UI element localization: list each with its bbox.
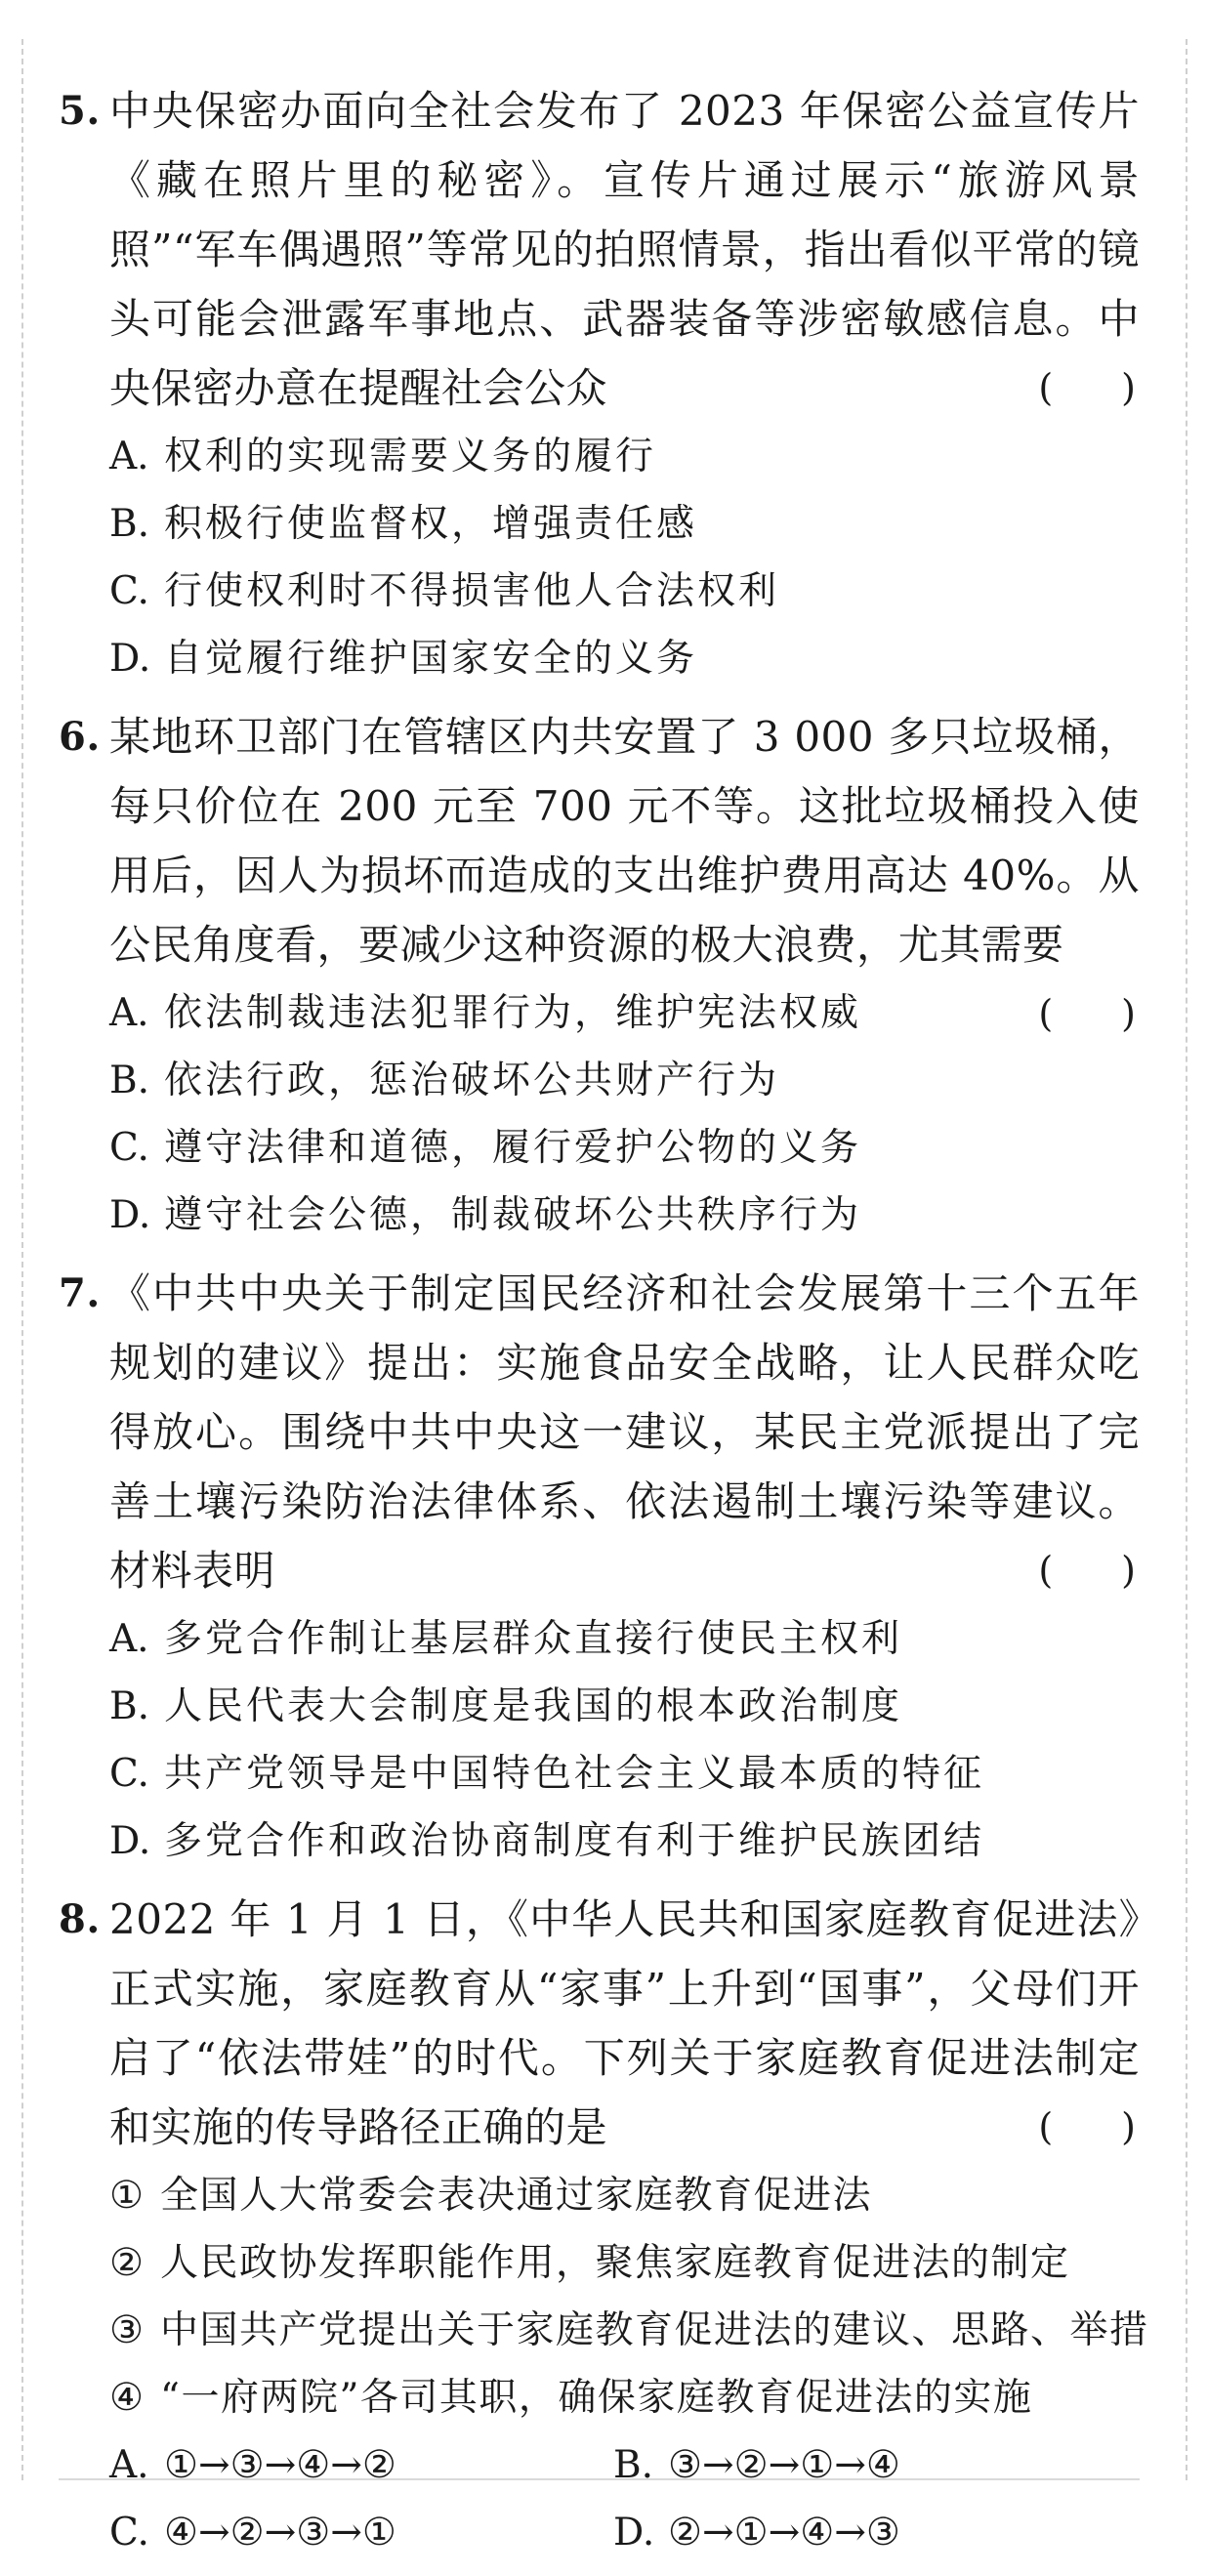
option-d[interactable] bbox=[109, 1807, 1140, 1875]
question-7 bbox=[59, 1259, 1140, 1875]
option-c[interactable] bbox=[109, 1114, 1140, 1182]
options-row bbox=[109, 2499, 1140, 2566]
option-letter: B. bbox=[109, 1684, 150, 1728]
option-text: 人民代表大会制度是我国的根本政治制度 bbox=[164, 1684, 903, 1728]
question-text: 某地环卫部门在管辖区内共安置了 3 000 多只垃圾桶，每只价位在 200 元至 700 元不等。这批垃圾桶投入使用后，因人为损坏而造成的支出维护费用高达 40%。从公民角度看，要减少这种资源的极大浪费，尤其需要 bbox=[109, 713, 1140, 969]
option-letter: D. bbox=[109, 1193, 151, 1237]
question-number: 6. bbox=[59, 714, 101, 760]
option-c[interactable] bbox=[109, 558, 1140, 625]
question-stem bbox=[59, 76, 1140, 423]
option-b[interactable] bbox=[613, 2431, 1117, 2499]
answer-blank[interactable]: ( ) bbox=[1038, 992, 1136, 1035]
statement-1 bbox=[109, 2162, 1140, 2229]
options-grid bbox=[59, 2431, 1140, 2566]
options-list bbox=[59, 1605, 1140, 1875]
option-a[interactable] bbox=[109, 979, 1140, 1047]
question-text: 中央保密办面向全社会发布了 2023 年保密公益宣传片《藏在照片里的秘密》。宣传片通过展示“旅游风景照”“军车偶遇照”等常见的拍照情景，指出看似平常的镜头可能会泄露军事地点、武器装备等涉密敏感信息。中央保密办意在提醒社会公众 bbox=[109, 87, 1140, 412]
option-c[interactable] bbox=[109, 1740, 1140, 1807]
option-letter: A. bbox=[109, 2443, 149, 2487]
question-number: 7. bbox=[59, 1270, 101, 1316]
option-letter: A. bbox=[109, 1617, 149, 1661]
option-letter: A. bbox=[109, 435, 149, 478]
question-text: 《中共中央关于制定国民经济和社会发展第十三个五年规划的建议》提出：实施食品安全战略，让人民群众吃得放心。围绕中共中央这一建议，某民主党派提出了完善土壤污染防治法律体系、依法遏制土壤污染等建议。材料表明 bbox=[109, 1269, 1140, 1595]
option-text: 遵守法律和道德，履行爱护公物的义务 bbox=[164, 1126, 862, 1170]
option-letter: A. bbox=[109, 991, 149, 1035]
statement-mark: ④ bbox=[109, 2376, 144, 2420]
question-list bbox=[59, 76, 1149, 2576]
option-text: 积极行使监督权，增强责任感 bbox=[164, 502, 698, 546]
option-text: 多党合作制让基层群众直接行使民主权利 bbox=[164, 1617, 903, 1661]
statement-text: 中国共产党提出关于家庭教育促进法的建议、思路、举措 bbox=[160, 2308, 1149, 2352]
left-margin-line bbox=[21, 39, 23, 2480]
statement-mark: ① bbox=[109, 2174, 144, 2218]
statement-3 bbox=[109, 2297, 1149, 2364]
option-letter: C. bbox=[109, 2511, 149, 2555]
option-letter: C. bbox=[109, 569, 149, 613]
statement-2 bbox=[109, 2229, 1140, 2297]
option-letter: D. bbox=[613, 2511, 655, 2555]
option-text: ②→①→④→③ bbox=[668, 2511, 900, 2555]
question-5 bbox=[59, 76, 1140, 692]
option-letter: C. bbox=[109, 1752, 149, 1796]
option-text: ①→③→④→② bbox=[164, 2443, 396, 2487]
question-number: 8. bbox=[59, 1896, 101, 1942]
options-list bbox=[59, 423, 1140, 692]
bottom-divider bbox=[59, 2478, 1140, 2480]
question-stem bbox=[59, 1259, 1140, 1605]
statement-text: 人民政协发挥职能作用，聚焦家庭教育促进法的制定 bbox=[160, 2241, 1070, 2285]
option-letter: C. bbox=[109, 1126, 149, 1170]
option-letter: D. bbox=[109, 1819, 151, 1863]
option-a[interactable] bbox=[109, 1605, 1140, 1673]
option-text: 遵守社会公德，制裁破坏公共秩序行为 bbox=[164, 1193, 862, 1237]
statement-mark: ② bbox=[109, 2241, 144, 2285]
statement-mark: ③ bbox=[109, 2308, 144, 2352]
option-c[interactable] bbox=[109, 2499, 613, 2566]
option-b[interactable] bbox=[109, 1047, 1140, 1114]
right-margin-line bbox=[1186, 39, 1187, 2480]
option-letter: D. bbox=[109, 637, 151, 681]
option-d[interactable] bbox=[613, 2499, 1117, 2566]
option-text: 权利的实现需要义务的履行 bbox=[164, 435, 657, 478]
option-text: 依法行政，惩治破坏公共财产行为 bbox=[164, 1059, 780, 1102]
option-letter: B. bbox=[109, 502, 150, 546]
option-text: 行使权利时不得损害他人合法权利 bbox=[164, 569, 780, 613]
question-8 bbox=[59, 1885, 1149, 2566]
option-letter: B. bbox=[109, 1059, 150, 1102]
option-b[interactable] bbox=[109, 490, 1140, 558]
option-text: ④→②→③→① bbox=[164, 2511, 396, 2555]
question-stem bbox=[59, 1885, 1140, 2162]
question-text: 2022 年 1 月 1 日，《中华人民共和国家庭教育促进法》正式实施，家庭教育从“家事”上升到“国事”，父母们开启了“依法带娃”的时代。下列关于家庭教育促进法制定和实施的传导路径正确的是 bbox=[109, 1895, 1140, 2151]
options-list bbox=[59, 979, 1140, 1249]
statement-list bbox=[59, 2162, 1149, 2431]
option-text: ③→②→①→④ bbox=[668, 2443, 900, 2487]
option-text: 自觉履行维护国家安全的义务 bbox=[164, 637, 698, 681]
option-text: 多党合作和政治协商制度有利于维护民族团结 bbox=[164, 1819, 985, 1863]
question-number: 5. bbox=[59, 88, 101, 134]
answer-blank[interactable]: ( ) bbox=[1038, 2105, 1136, 2148]
option-a[interactable] bbox=[109, 2431, 613, 2499]
option-text: 依法制裁违法犯罪行为，维护宪法权威 bbox=[164, 991, 862, 1035]
statement-text: 全国人大常委会表决通过家庭教育促进法 bbox=[160, 2174, 873, 2218]
option-d[interactable] bbox=[109, 1182, 1140, 1249]
option-d[interactable] bbox=[109, 625, 1140, 692]
option-b[interactable] bbox=[109, 1673, 1140, 1740]
option-text: 共产党领导是中国特色社会主义最本质的特征 bbox=[164, 1752, 985, 1796]
question-6 bbox=[59, 702, 1140, 1249]
answer-blank[interactable]: ( ) bbox=[1038, 366, 1136, 409]
option-a[interactable] bbox=[109, 423, 1140, 490]
statement-text: “一府两院”各司其职，确保家庭教育促进法的实施 bbox=[160, 2376, 1033, 2420]
statement-4 bbox=[109, 2364, 1140, 2431]
options-row bbox=[109, 2431, 1140, 2499]
option-letter: B. bbox=[613, 2443, 654, 2487]
answer-blank[interactable]: ( ) bbox=[1038, 1549, 1136, 1592]
